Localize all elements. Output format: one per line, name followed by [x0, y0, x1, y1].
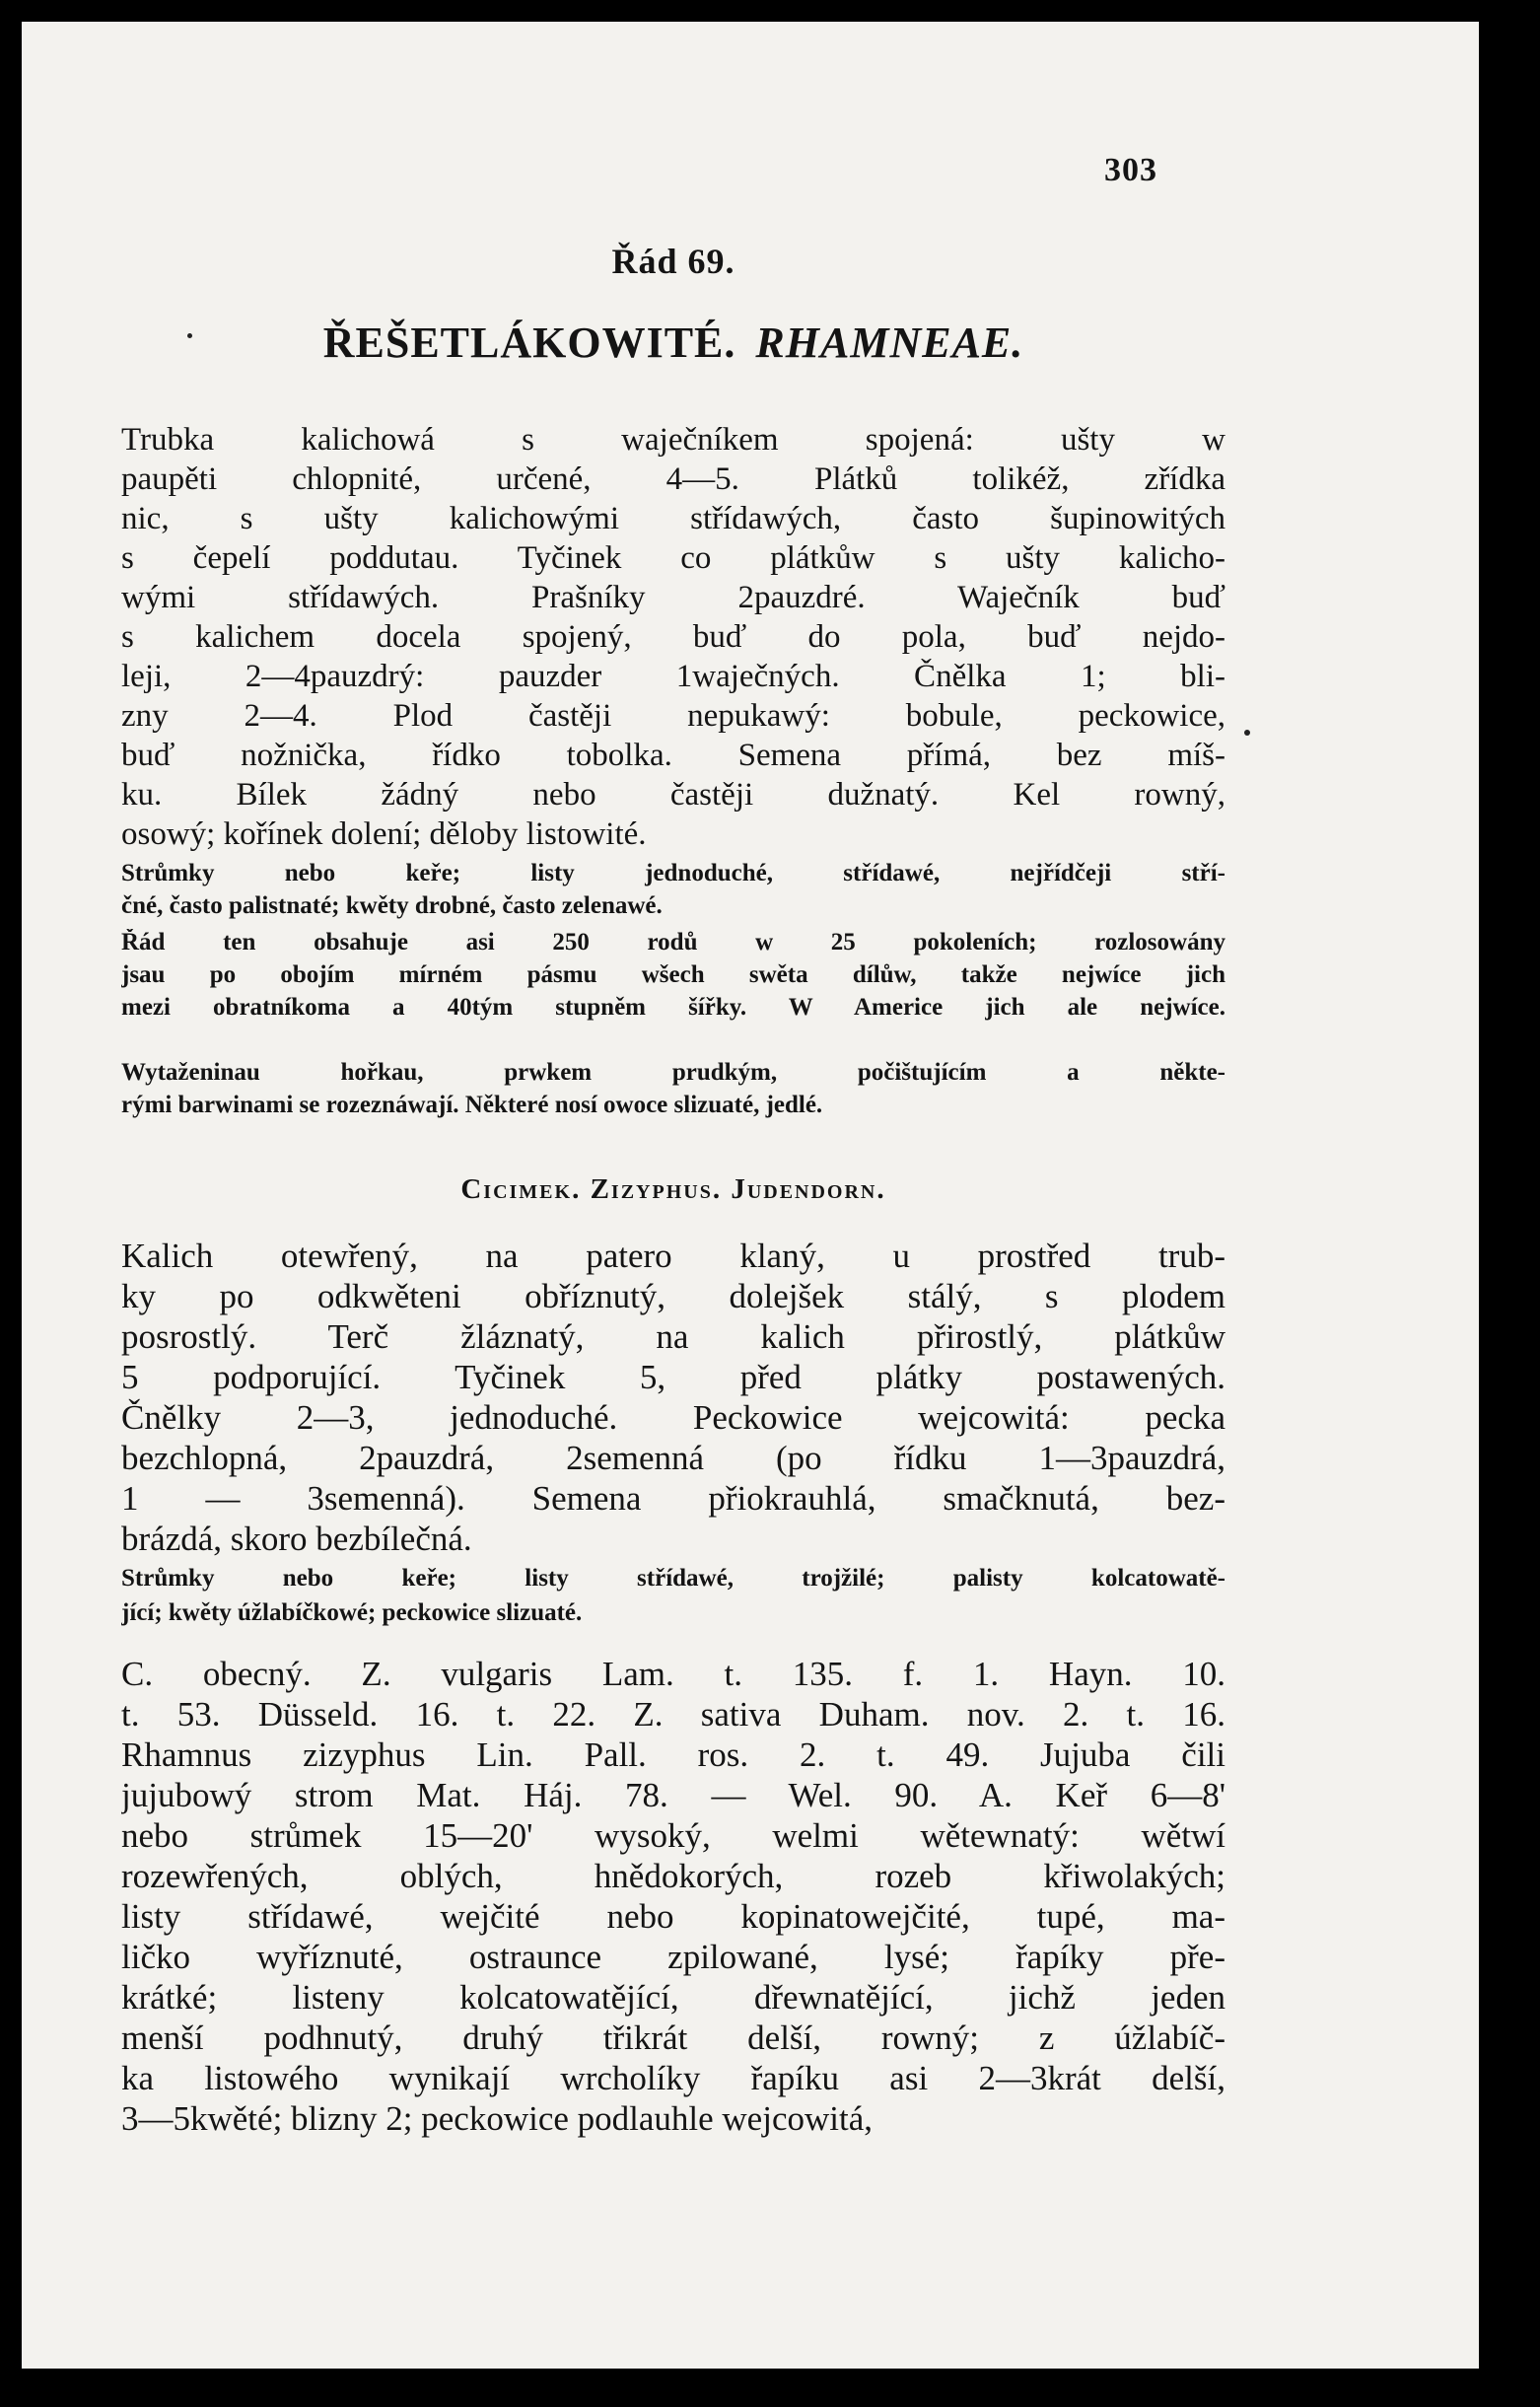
text-line: s kalichem docela spojený, buď do pola, buď nejdo- — [121, 619, 1225, 655]
text-line: paupěti chlopnité, určené, 4—5. Plátků tolikéž, zřídka — [121, 461, 1225, 497]
text-line: nebo strůmek 15—20' wysoký, welmi wětewnatý: wětwí — [121, 1816, 1225, 1855]
text-line: krátké; listeny kolcatowatějící, dřewnatějící, jichž jeden — [121, 1978, 1225, 2017]
text-line: mezi obratníkoma a 40tým stupněm šířky. W Americe jich ale nejwíce. — [121, 994, 1225, 1021]
text-line: bezchlopná, 2pauzdrá, 2semenná (po řídku 1—3pauzdrá, — [121, 1439, 1225, 1477]
family-name-czech: ŘEŠETLÁKOWITÉ. — [322, 319, 736, 367]
text-line: menší podhnutý, druhý třikrát delší, rowný; z úžlabíč- — [121, 2018, 1225, 2057]
text-line: 1 — 3semenná). Semena přiokrauhlá, smačknutá, bez- — [121, 1479, 1225, 1518]
text-line: Řád ten obsahuje asi 250 rodů w 25 pokoleních; rozlosowány — [121, 929, 1225, 956]
text-line: jsau po obojím mírném pásmu wšech swěta dílůw, takže nejwíce jich — [121, 961, 1225, 988]
text-line: rými barwinami se rozeznáwají. Některé nosí owoce slizuaté, jedlé. — [121, 1092, 823, 1118]
text-line: buď nožnička, řídko tobolka. Semena přímá, bez míš- — [121, 738, 1225, 773]
family-heading — [121, 318, 1225, 368]
text-line: rozewřených, oblých, hnědokorých, rozeb křiwolakých; — [121, 1857, 1225, 1895]
text-line: 3—5kwěté; blizny 2; peckowice podlauhle wejcowitá, — [121, 2099, 873, 2138]
text-line: wými střídawých. Prašníky 2pauzdré. Waječník buď — [121, 580, 1225, 615]
text-line: Strůmky nebo keře; listy jednoduché, střídawé, nejřídčeji stří- — [121, 860, 1225, 886]
family-name-latin: RHAMNEAE. — [755, 319, 1024, 367]
text-line: C. obecný. Z. vulgaris Lam. t. 135. f. 1. Hayn. 10. — [121, 1655, 1225, 1693]
text-line: t. 53. Düsseld. 16. t. 22. Z. sativa Duham. nov. 2. t. 16. — [121, 1695, 1225, 1734]
text-line: brázdá, skoro bezbílečná. — [121, 1520, 472, 1558]
page-number: 303 — [1104, 152, 1157, 188]
text-line: Kalich otewřený, na patero klaný, u prostřed trub- — [121, 1237, 1225, 1275]
genus-heading: Cicimek. Zizyphus. Judendorn. — [460, 1173, 886, 1205]
text-line: Strůmky nebo keře; listy střídawé, trojžilé; palisty kolcatowatě- — [121, 1565, 1225, 1592]
text-line: posrostlý. Terč žláznatý, na kalich přirostlý, plátkůw — [121, 1317, 1225, 1356]
text-line: jící; kwěty úžlabíčkowé; peckowice slizuaté. — [121, 1599, 583, 1626]
ink-speck — [187, 333, 192, 338]
text-line: zny 2—4. Plod častěji nepukawý: bobule, peckowice, — [121, 698, 1225, 734]
text-line: Wytaženinau hořkau, prwkem prudkým, počištujícím a někte- — [121, 1059, 1225, 1086]
text-line: ka listowého wynikají wrcholíky řapíku asi 2—3krát delší, — [121, 2059, 1225, 2097]
text-line: jujubowý strom Mat. Háj. 78. — Wel. 90. A. Keř 6—8' — [121, 1776, 1225, 1814]
text-line: osowý; kořínek dolení; děloby listowité. — [121, 816, 647, 852]
text-line: Trubka kalichowá s waječníkem spojená: ušty w — [121, 422, 1225, 458]
text-line: nic, s ušty kalichowými střídawých, často šupinowitých — [121, 501, 1225, 536]
book-page — [22, 22, 1479, 2369]
ink-speck — [1244, 730, 1250, 736]
text-line: Rhamnus zizyphus Lin. Pall. ros. 2. t. 49. Jujuba čili — [121, 1735, 1225, 1774]
text-line: 5 podporující. Tyčinek 5, před plátky postawených. — [121, 1358, 1225, 1396]
order-heading: Řád 69. — [611, 242, 735, 281]
text-line: leji, 2—4pauzdrý: pauzder 1waječných. Čnělka 1; bli- — [121, 659, 1225, 694]
text-line: Čnělky 2—3, jednoduché. Peckowice wejcowitá: pecka — [121, 1398, 1225, 1437]
text-line: ku. Bílek žádný nebo častěji dužnatý. Kel rowný, — [121, 777, 1225, 813]
text-line: ky po odkwěteni obříznutý, dolejšek stálý, s plodem — [121, 1277, 1225, 1315]
text-line: čné, často palistnaté; kwěty drobné, často zelenawé. — [121, 892, 663, 919]
text-line: ličko wyříznuté, ostraunce zpilowané, lysé; řapíky pře- — [121, 1938, 1225, 1976]
text-line: listy střídawé, wejčité nebo kopinatowejčité, tupé, ma- — [121, 1897, 1225, 1936]
text-line: s čepelí poddutau. Tyčinek co plátkůw s ušty kalicho- — [121, 540, 1225, 576]
